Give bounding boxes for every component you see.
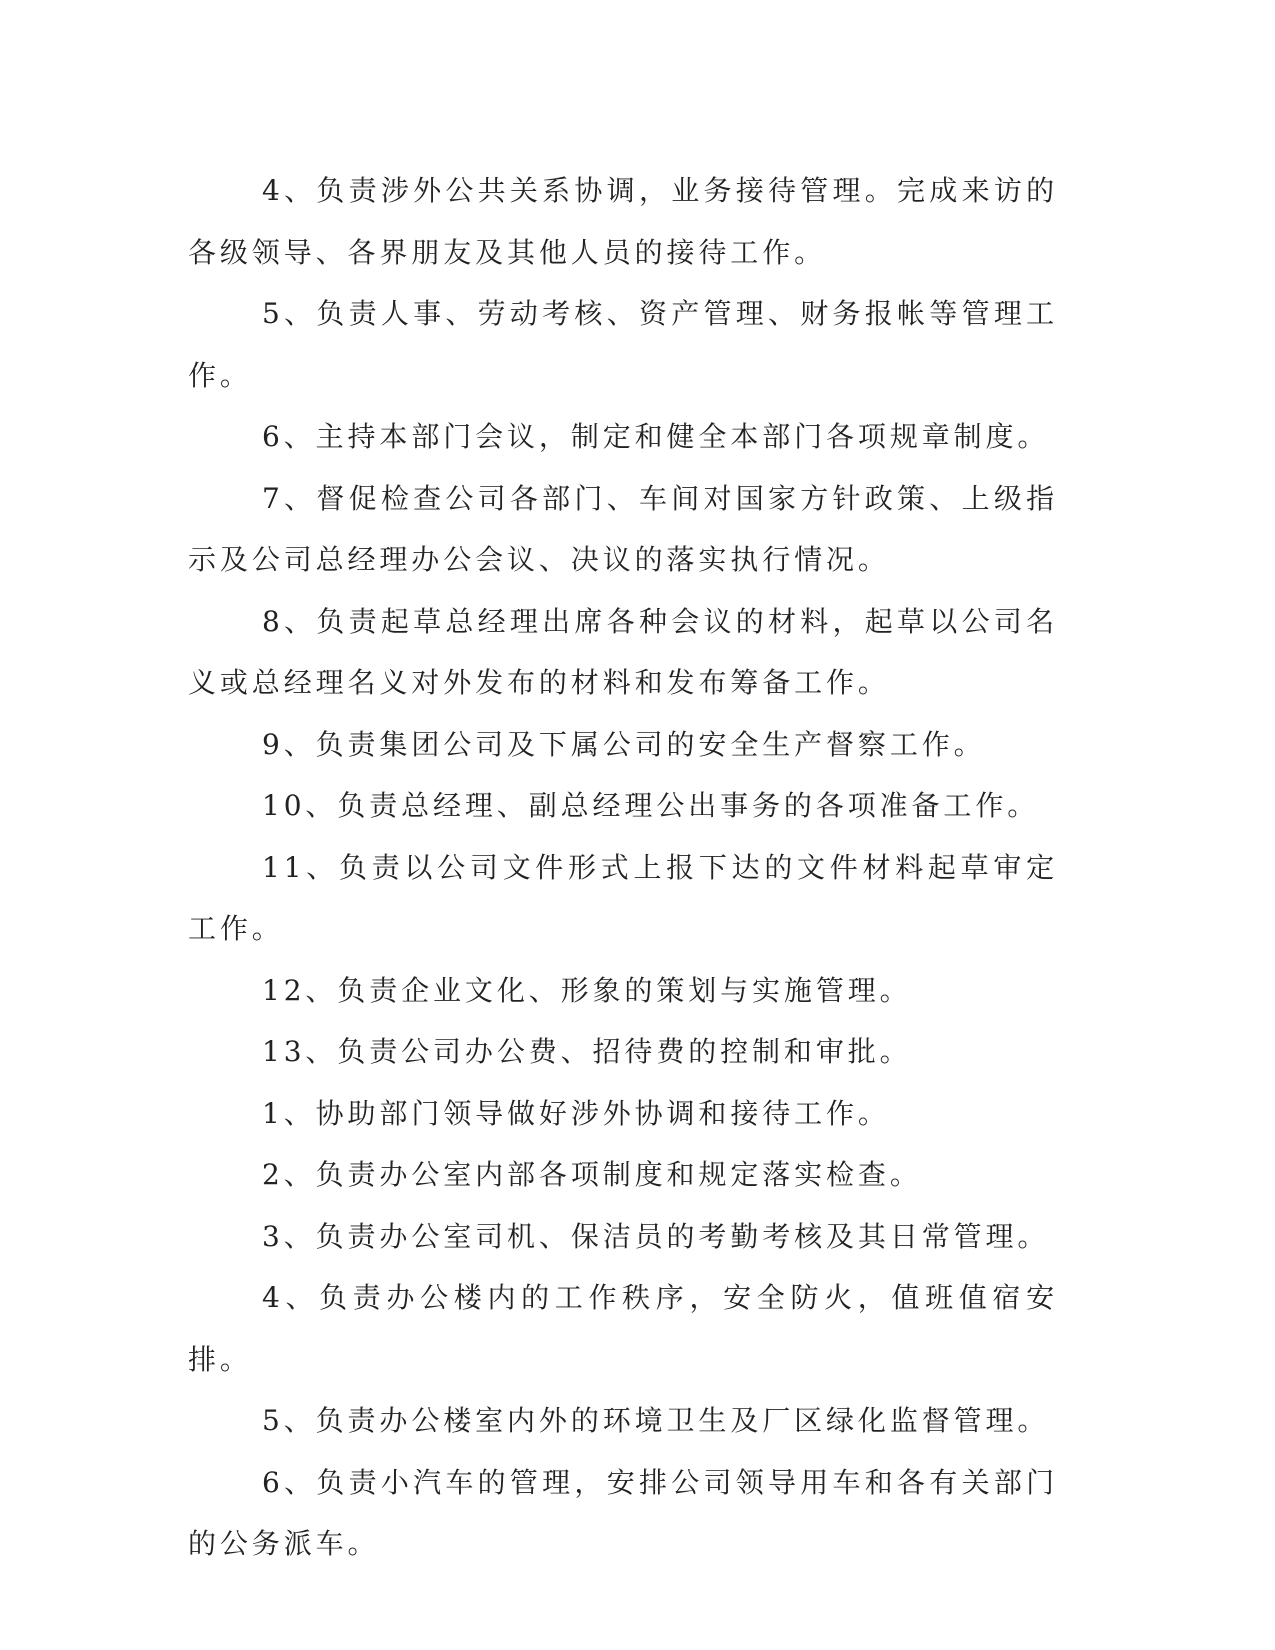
paragraph-duty-13: 13、负责公司办公费、招待费的控制和审批。 <box>262 1035 912 1068</box>
paragraph-assistant-duty-6: 6、负责小汽车的管理，安排公司领导用车和各有关部门的公务派车。 <box>188 1465 1058 1560</box>
paragraph-assistant-duty-5: 5、负责办公楼室内外的环境卫生及厂区绿化监督管理。 <box>262 1404 1050 1437</box>
paragraph-duty-11: 11、负责以公司文件形式上报下达的文件材料起草审定工作。 <box>188 850 1058 945</box>
paragraph-duty-9: 9、负责集团公司及下属公司的安全生产督察工作。 <box>262 727 986 761</box>
paragraph-duty-8: 8、负责起草总经理出席各种会议的材料，起草以公司名义或总经理名义对外发布的材料和发布筹备工作。 <box>188 604 1058 699</box>
paragraph-assistant-duty-1: 1、协助部门领导做好涉外协调和接待工作。 <box>262 1096 890 1130</box>
paragraph-duty-10: 10、负责总经理、副总经理公出事务的各项准备工作。 <box>262 789 1040 822</box>
paragraph-duty-12: 12、负责企业文化、形象的策划与实施管理。 <box>262 973 912 1007</box>
paragraph-assistant-duty-4: 4、负责办公楼内的工作秩序，安全防火，值班值宿安排。 <box>188 1281 1058 1376</box>
paragraph-assistant-duty-3: 3、负责办公室司机、保洁员的考勤考核及其日常管理。 <box>262 1219 1050 1253</box>
paragraph-duty-6: 6、主持本部门会议，制定和健全本部门各项规章制度。 <box>262 420 1050 453</box>
paragraph-duty-7: 7、督促检查公司各部门、车间对国家方针政策、上级指示及公司总经理办公会议、决议的落实执行情况。 <box>188 481 1058 576</box>
paragraph-assistant-duty-2: 2、负责办公室内部各项制度和规定落实检查。 <box>262 1158 922 1191</box>
document-body <box>188 160 1058 1575</box>
paragraph-duty-5: 5、负责人事、劳动考核、资产管理、财务报帐等管理工作。 <box>188 297 1058 392</box>
paragraph-duty-4: 4、负责涉外公共关系协调，业务接待管理。完成来访的各级领导、各界朋友及其他人员的接待工作。 <box>188 174 1058 269</box>
